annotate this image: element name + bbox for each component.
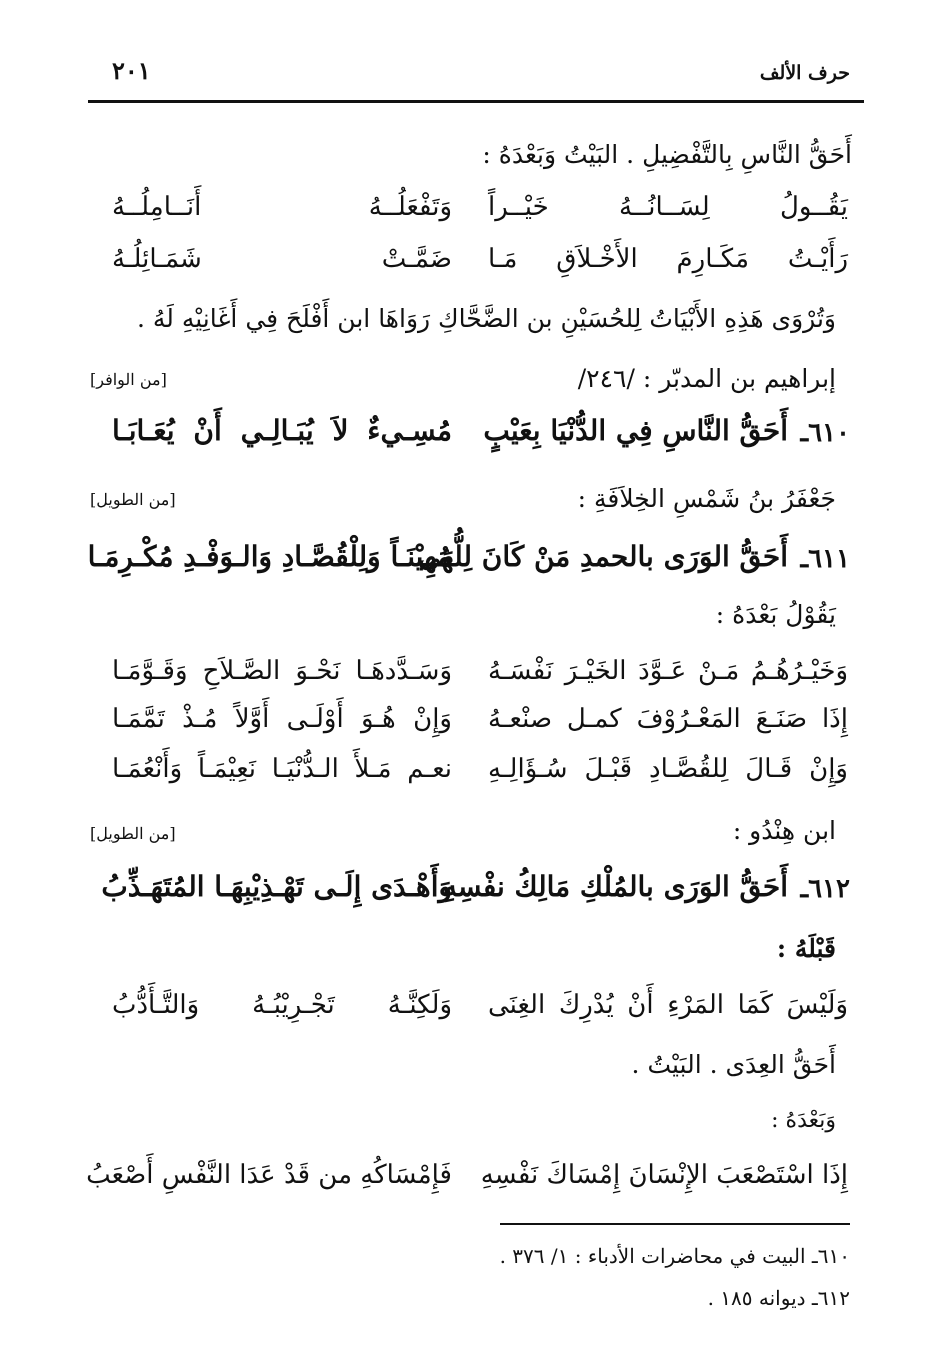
verse-hemistich-left: مُسِـيءٌ لاَ يُبَـالِـي أَنْ يُعَـابَـا (112, 414, 452, 447)
verse-hemistich-left: نعـم مَـلأَ الـدُّنْيَـا نَعِيْمَـاً وَأَنْعُمَـا (112, 754, 452, 784)
verse-hemistich-right: إِذَا اسْتَصْعَبَ الإِنْسَانَ إِمْسَاكَ نَفْسِهِ (480, 1160, 848, 1190)
verse-number: ٦١١ـ (800, 544, 850, 574)
poet-name: جَعْفَرُ بنُ شَمْسِ الخِلاَفَةِ : (577, 484, 836, 513)
footnote-rule (500, 1223, 850, 1225)
verse-number: ٦١٢ـ (800, 874, 850, 904)
verse-hemistich-right: أَحَقُّ الوَرَى بالمُلْكِ مَالِكُ نفْسِهِ (442, 870, 788, 903)
verse-hemistich-left: ضَمَّـتْ شَمَـائِلُـهُ (112, 244, 452, 274)
prose-line: وَتُرْوَى هَذِهِ الأَبْيَاتُ لِلحُسَيْنِ بن الضَّحَّاكِ رَوَاهَا ابن أَفْلَحَ فِي أَغَانِيْهِ لَهُ . (136, 304, 836, 333)
verse-hemistich-right: أَحَقُّ الوَرَى بالحمدِ مَنْ كَانَ لِلُّهَى (418, 540, 788, 573)
prose-line: أَحَقُّ العِدَى . البَيْتُ . (631, 1050, 836, 1079)
running-header-title: حرف الألف (759, 62, 850, 84)
verse-number: ٦١٠ـ (800, 418, 850, 448)
verse-hemistich-left: وَلَكِنَّـهُ تَجْـرِيْبُـهُ وَالتَّـأَدُّبُ (112, 990, 452, 1020)
verse-hemistich-left: فَإِمْسَاكُهِ من قَدْ عَدَا النَّفْسِ أَصْعَبُ (86, 1160, 452, 1190)
verse-hemistich-right: وَلَيْسَ كَمَا المَرْءِ أَنْ يُدْرِكَ الغِنَى (488, 990, 848, 1020)
verse-hemistich-right: رَأَيْـتُ مَكَـارِمَ الأَخْـلاَقِ مَـا (488, 244, 848, 274)
prose-line: قَبْلَهُ : (776, 934, 836, 963)
verse-hemistich-left: وَإِنْ هُـوَ أَوْلَـى أَوَّلاً مُـذْ تَمَّمَـا (112, 704, 452, 734)
footnote: ٦١٠ـ البيت في محاضرات الأدباء : ١/ ٣٧٦ . (499, 1244, 850, 1268)
verse-hemistich-right: إِذَا صَنَـعَ المَعْـرُوْفَ كمـل صنْعـهُ (488, 704, 848, 734)
verse-hemistich-left: وَأَهْـدَى إِلَـى تَهْـذِيْبِهَـا المُتَهَـذِّبُ (101, 870, 452, 903)
prose-line: أَحَقُّ النَّاسِ بِالتَّفْضِيلِ . البَيْتُ وَبَعْدَهُ : (482, 140, 852, 169)
verse-hemistich-left: مُهِيْنَـاً وَلِلْقُصَّـادِ وَالـوَفْـدِ مُكْـرِمَـا (87, 540, 452, 573)
poet-name: ابن هِنْدُو : (732, 816, 836, 845)
meter-label: [من الطويل] (90, 490, 176, 509)
meter-label: [من الطويل] (90, 824, 176, 843)
verse-hemistich-left: وَسَـدَّدهَـا نَحْـوَ الصَّـلاَحِ وَقَـوَّمَـا (112, 656, 452, 686)
verse-hemistich-right: يَقُــولُ لِسَــانُــهُ خَيْــراً (488, 192, 848, 222)
header-rule (88, 100, 864, 103)
page-number: ٢٠١ (112, 56, 151, 85)
verse-hemistich-right: وَخَيْـرُهُـمُ مَـنْ عَـوَّدَ الخَيْـرَ نَفْسَـهُ (488, 656, 848, 686)
meter-label: [من الوافر] (90, 370, 167, 389)
verse-hemistich-right: أَحَقُّ النَّاسِ فِي الدُّنْيَا بِعَيْبٍ (483, 414, 788, 447)
verse-hemistich-left: وَتَفْعَلُــهُ أَنَــامِلُــهُ (112, 192, 452, 222)
prose-line: وَبَعْدَهُ : (771, 1108, 836, 1133)
prose-line: يَقُوْلُ بَعْدَهُ : (715, 600, 836, 629)
verse-hemistich-right: وَإِنْ قَـالَ لِلقُصَّـادِ قَبْـلَ سُـؤَالِـهِ (488, 754, 848, 784)
poet-name: إبراهيم بن المدبّر : /٢٤٦/ (577, 364, 836, 393)
footnote: ٦١٢ـ ديوانه ١٨٥ . (707, 1286, 850, 1310)
